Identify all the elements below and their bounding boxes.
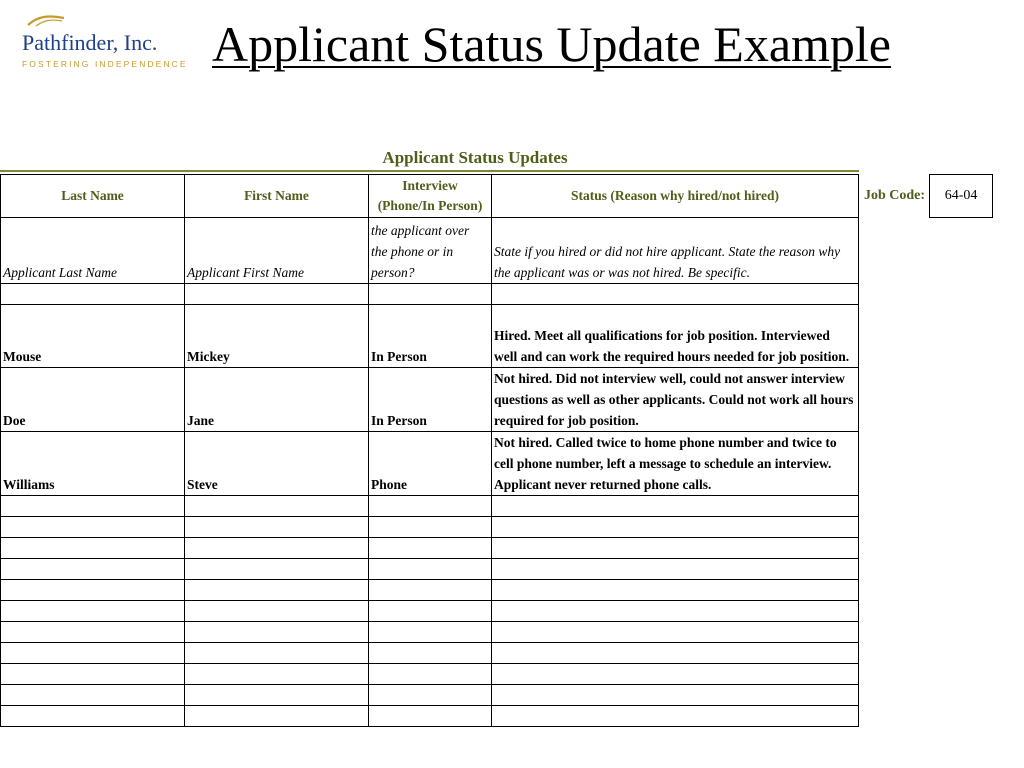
empty-row [1, 601, 859, 622]
header-first-name: First Name [185, 175, 369, 218]
job-code-block [864, 174, 993, 218]
row-first-name: Jane [185, 368, 369, 432]
job-code-label: Job Code: [864, 188, 926, 203]
table-row [1, 432, 859, 496]
logo-name: Pathfinder, Inc. [22, 30, 158, 55]
table-row [1, 305, 859, 368]
swoosh-icon [26, 14, 66, 28]
row-status: Not hired. Called twice to home phone number and twice to cell phone number, left a message to schedule an interview. Applicant never returned phone calls. [492, 432, 859, 496]
row-first-name: Mickey [185, 305, 369, 368]
logo-tagline: FOSTERING INDEPENDENCE [22, 59, 188, 69]
empty-row [1, 538, 859, 559]
hint-first-name: Applicant First Name [185, 218, 369, 284]
empty-row [1, 496, 859, 517]
empty-row [1, 664, 859, 685]
hint-last-name: Applicant Last Name [1, 218, 185, 284]
applicant-status-table [0, 174, 859, 727]
table-row [1, 368, 859, 432]
job-code-value: 64-04 [929, 174, 993, 218]
row-interview: In Person [369, 305, 492, 368]
hint-interview: the applicant over the phone or in person? [369, 218, 492, 284]
row-first-name: Steve [185, 432, 369, 496]
pathfinder-logo [18, 14, 190, 74]
row-status: Hired. Meet all qualifications for job position. Interviewed well and can work the required hours needed for job position. [492, 305, 859, 368]
empty-row [1, 706, 859, 727]
header-interview-line1: Interview [402, 178, 458, 193]
header-last-name: Last Name [1, 175, 185, 218]
row-last-name: Williams [1, 432, 185, 496]
header-interview [369, 175, 492, 218]
empty-row [1, 559, 859, 580]
hint-row [1, 218, 859, 284]
empty-row [1, 643, 859, 664]
empty-row [1, 580, 859, 601]
empty-row [1, 622, 859, 643]
hint-status: State if you hired or did not hire applicant. State the reason why the applicant was or was not hired. Be specific. [492, 218, 859, 284]
empty-row [1, 284, 859, 305]
row-interview: Phone [369, 432, 492, 496]
row-last-name: Doe [1, 368, 185, 432]
row-status: Not hired. Did not interview well, could not answer interview questions as well as other applicants. Could not work all hours required for job position. [492, 368, 859, 432]
row-interview: In Person [369, 368, 492, 432]
table-header-row [1, 175, 859, 218]
empty-row [1, 517, 859, 538]
slide-title: Applicant Status Update Example [212, 16, 892, 72]
header-interview-line2: (Phone/In Person) [377, 198, 483, 213]
empty-row [1, 685, 859, 706]
header-status: Status (Reason why hired/not hired) [492, 175, 859, 218]
sheet-title-rule [0, 170, 859, 172]
row-last-name: Mouse [1, 305, 185, 368]
sheet-title: Applicant Status Updates [382, 148, 568, 167]
